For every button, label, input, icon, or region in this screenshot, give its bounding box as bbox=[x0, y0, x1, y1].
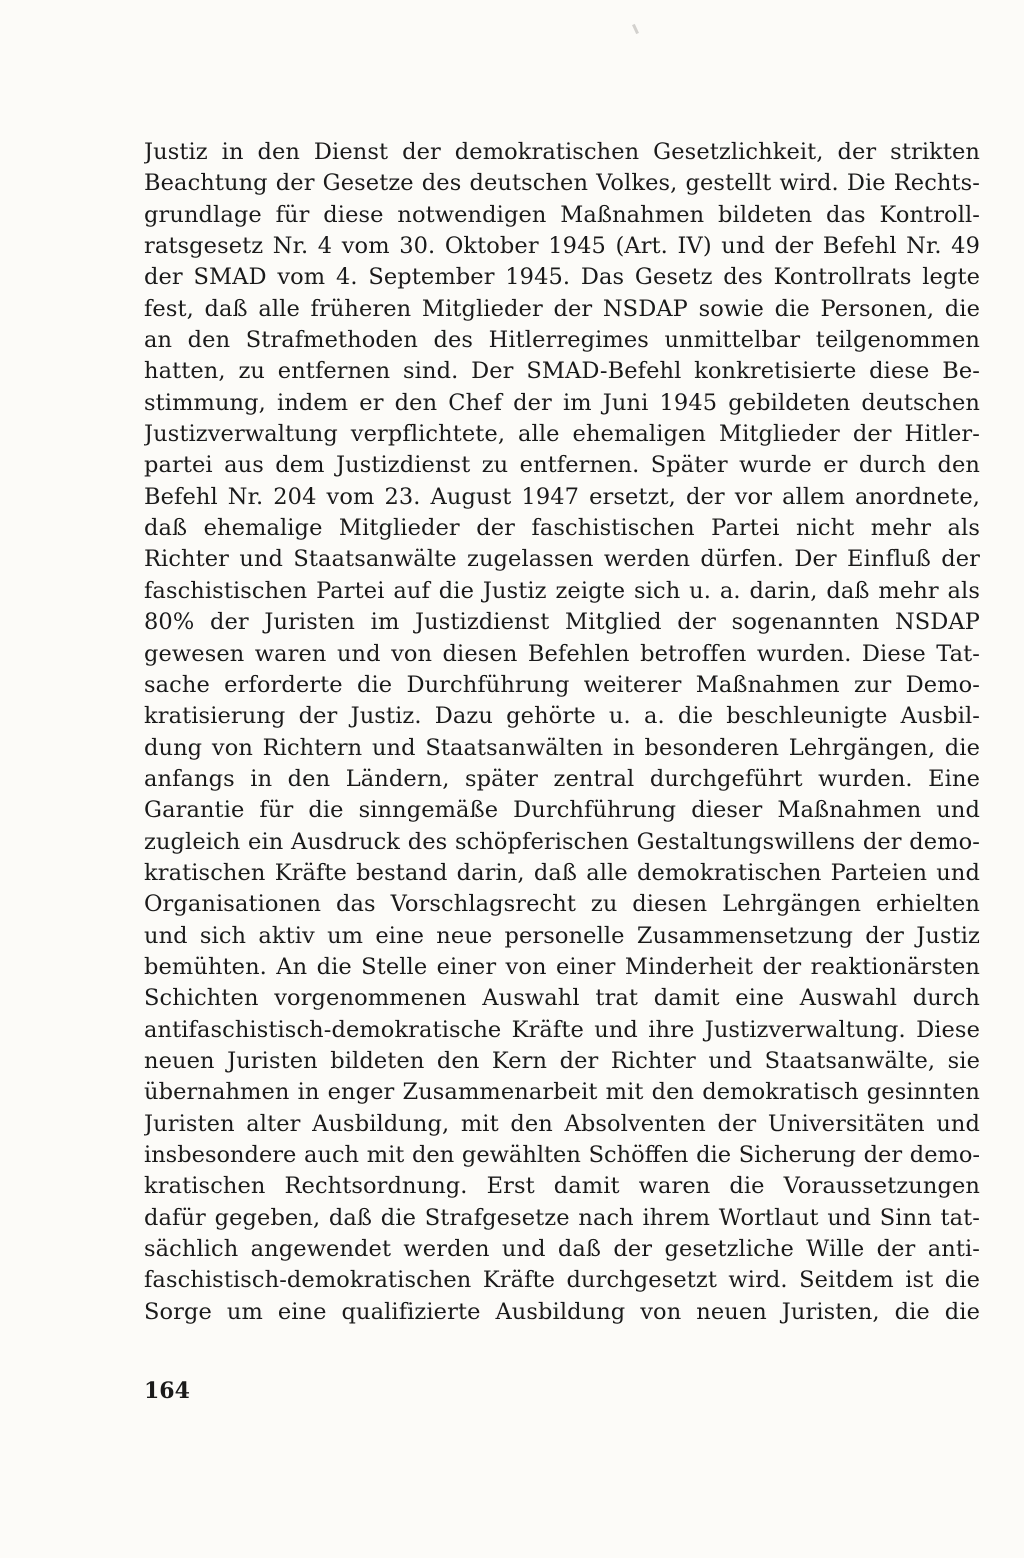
text-line: hatten, zu entfernen sind. Der SMAD-Befehl konkretisierte diese Be- bbox=[144, 358, 980, 385]
text-line: Garantie für die sinngemäße Durchführung dieser Maßnahmen und bbox=[144, 797, 980, 824]
text-line: übernahmen in enger Zusammenarbeit mit den demokratisch gesinnten bbox=[144, 1079, 980, 1106]
text-line: gewesen waren und von diesen Befehlen betroffen wurden. Diese Tat- bbox=[144, 640, 980, 667]
text-line: dung von Richtern und Staatsanwälten in besonderen Lehrgängen, die bbox=[144, 734, 980, 761]
text-line: dafür gegeben, daß die Strafgesetze nach ihrem Wortlaut und Sinn tat- bbox=[144, 1204, 980, 1231]
text-line: der SMAD vom 4. September 1945. Das Gesetz des Kontrollrats legte bbox=[144, 264, 980, 291]
text-line: Schichten vorgenommenen Auswahl trat damit eine Auswahl durch bbox=[144, 985, 980, 1012]
text-line: Justizverwaltung verpflichtete, alle ehemaligen Mitglieder der Hitler- bbox=[144, 421, 980, 448]
text-line: Sorge um eine qualifizierte Ausbildung von neuen Juristen, die die bbox=[144, 1298, 980, 1325]
text-line: stimmung, indem er den Chef der im Juni 1945 gebildeten deutschen bbox=[144, 389, 980, 416]
text-line: Justiz in den Dienst der demokratischen Gesetzlichkeit, der strikten bbox=[144, 139, 980, 165]
page-number: 164 bbox=[144, 1378, 190, 1404]
text-line: fest, daß alle früheren Mitglieder der NSDAP sowie die Personen, die bbox=[144, 295, 980, 322]
text-line: sächlich angewendet werden und daß der gesetzliche Wille der anti- bbox=[144, 1236, 980, 1263]
text-line: bemühten. An die Stelle einer von einer Minderheit der reaktionärsten bbox=[144, 953, 980, 980]
text-line: und sich aktiv um eine neue personelle Zusammensetzung der Justiz bbox=[144, 922, 980, 949]
text-line: grundlage für diese notwendigen Maßnahmen bildeten das Kontroll- bbox=[144, 201, 980, 228]
text-line: Juristen alter Ausbildung, mit den Absolventen der Universitäten und bbox=[144, 1110, 980, 1137]
text-line: faschistischen Partei auf die Justiz zeigte sich u. a. darin, daß mehr als bbox=[144, 577, 980, 604]
text-line: an den Strafmethoden des Hitlerregimes unmittelbar teilgenommen bbox=[144, 327, 980, 354]
text-line: Beachtung der Gesetze des deutschen Volkes, gestellt wird. Die Rechts- bbox=[144, 170, 980, 197]
text-line: zugleich ein Ausdruck des schöpferischen Gestaltungswillens der demo- bbox=[144, 828, 980, 855]
body-text bbox=[144, 137, 980, 1328]
text-line: kratisierung der Justiz. Dazu gehörte u. a. die beschleunigte Ausbil- bbox=[144, 703, 980, 730]
text-line: sache erforderte die Durchführung weiterer Maßnahmen zur Demo- bbox=[144, 671, 980, 698]
text-line: faschistisch-demokratischen Kräfte durchgesetzt wird. Seitdem ist die bbox=[144, 1267, 980, 1294]
scan-speck bbox=[632, 24, 639, 34]
text-line: Richter und Staatsanwälte zugelassen werden dürfen. Der Einfluß der bbox=[144, 546, 980, 573]
text-line: Organisationen das Vorschlagsrecht zu diesen Lehrgängen erhielten bbox=[144, 891, 980, 918]
text-line: insbesondere auch mit den gewählten Schöffen die Sicherung der demo- bbox=[144, 1142, 980, 1168]
text-line: 80% der Juristen im Justizdienst Mitglied der sogenannten NSDAP bbox=[144, 609, 980, 636]
text-line: kratischen Rechtsordnung. Erst damit waren die Voraussetzungen bbox=[144, 1173, 980, 1200]
text-line: Befehl Nr. 204 vom 23. August 1947 ersetzt, der vor allem anordnete, bbox=[144, 483, 980, 510]
text-line: neuen Juristen bildeten den Kern der Richter und Staatsanwälte, sie bbox=[144, 1047, 980, 1074]
text-line: ratsgesetz Nr. 4 vom 30. Oktober 1945 (Art. IV) und der Befehl Nr. 49 bbox=[144, 233, 980, 260]
text-line: partei aus dem Justizdienst zu entfernen. Später wurde er durch den bbox=[144, 452, 980, 479]
text-line: antifaschistisch-demokratische Kräfte und ihre Justizverwaltung. Diese bbox=[144, 1016, 980, 1043]
text-line: daß ehemalige Mitglieder der faschistischen Partei nicht mehr als bbox=[144, 515, 980, 542]
text-line: kratischen Kräfte bestand darin, daß alle demokratischen Parteien und bbox=[144, 859, 980, 886]
text-line: anfangs in den Ländern, später zentral durchgeführt wurden. Eine bbox=[144, 765, 980, 792]
